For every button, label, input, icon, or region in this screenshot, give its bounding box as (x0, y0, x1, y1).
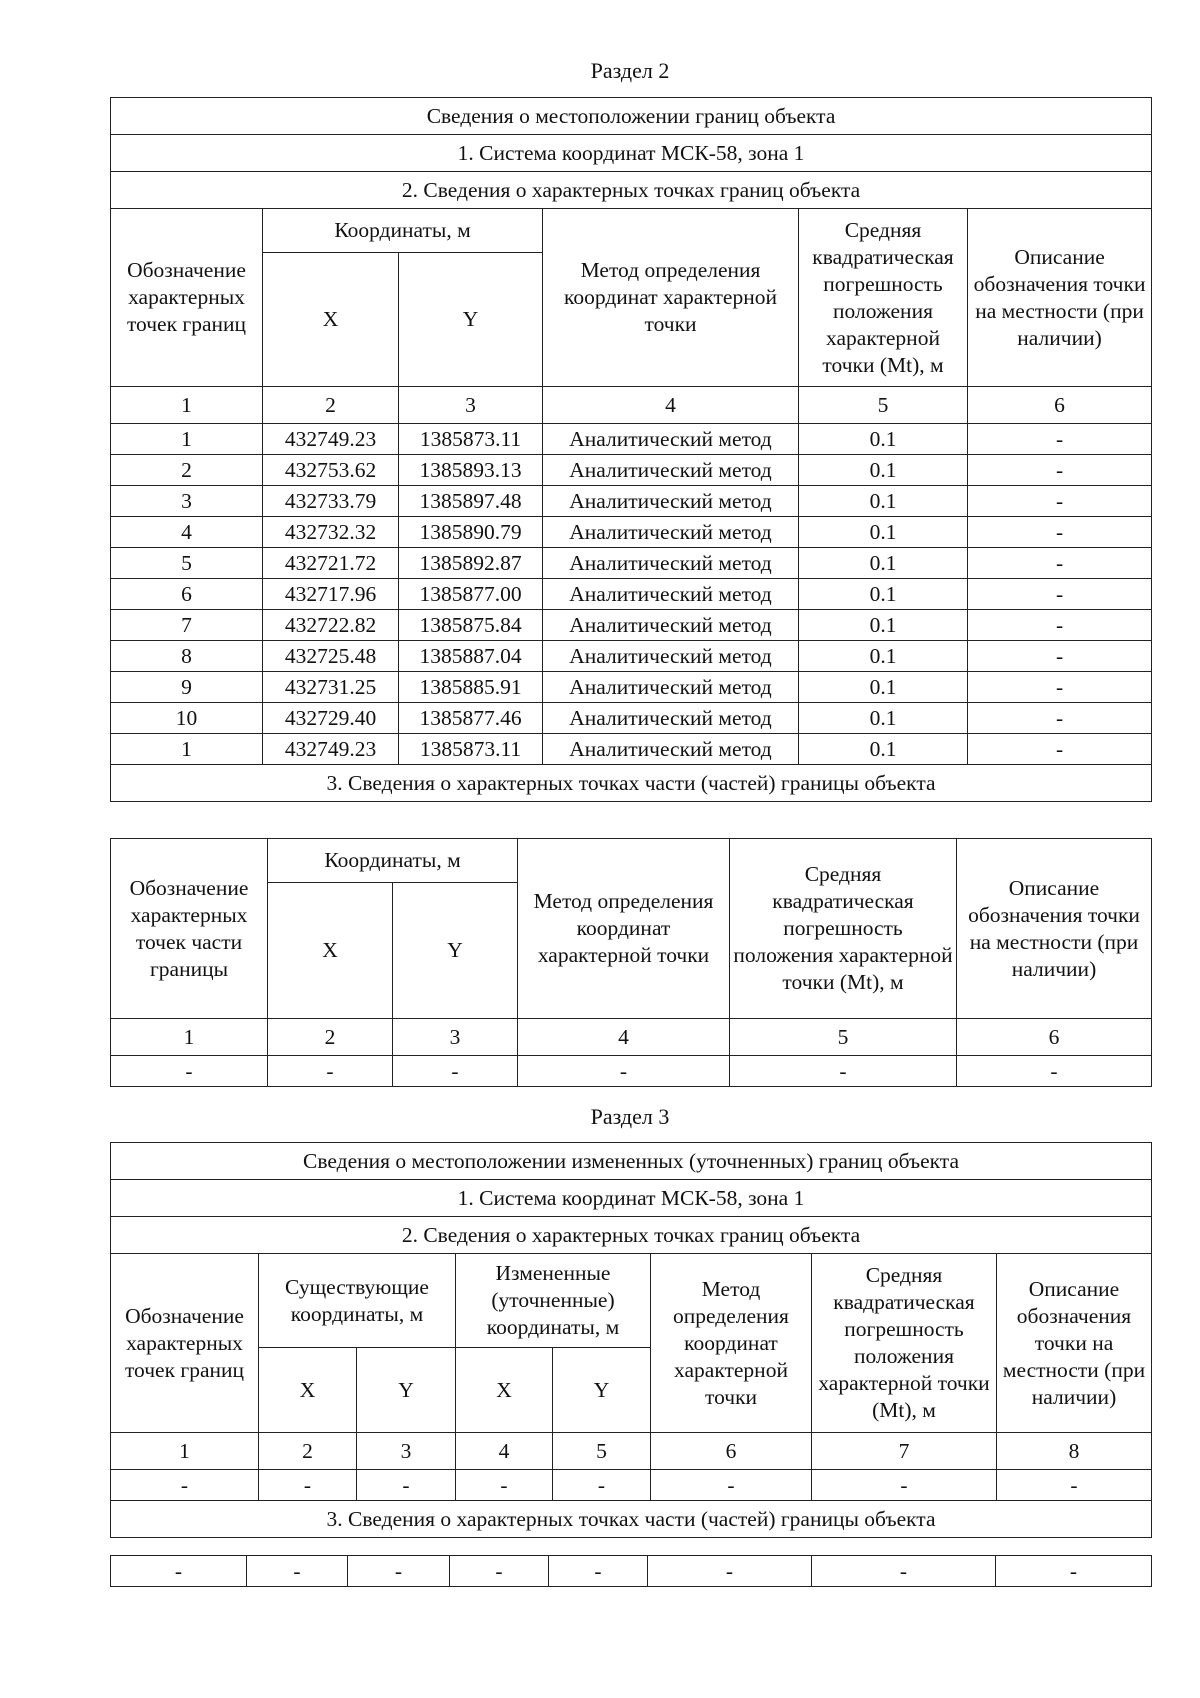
table-cell: Аналитический метод (543, 672, 799, 703)
table-row (111, 579, 1152, 610)
table-cell: 432733.79 (263, 486, 399, 517)
col-number: 2 (268, 1019, 393, 1056)
col-y: Y (357, 1348, 456, 1433)
table-cell: 1385875.84 (399, 610, 543, 641)
section-2-parts-title: 3. Сведения о характерных точках части (частей) границы объекта (111, 765, 1152, 802)
table-cell: 1385893.13 (399, 455, 543, 486)
table-row (111, 486, 1152, 517)
table-cell: - (348, 1556, 450, 1587)
section-2-title: Раздел 2 (590, 58, 670, 83)
table-cell: - (111, 1470, 259, 1501)
col-number: 7 (812, 1433, 997, 1470)
col-x: X (268, 883, 393, 1019)
table-row (111, 734, 1152, 765)
col-number: 5 (730, 1019, 957, 1056)
table-cell: - (968, 672, 1152, 703)
col-x: X (259, 1348, 357, 1433)
table-row (111, 424, 1152, 455)
table-cell: 432731.25 (263, 672, 399, 703)
section-3-coordinate-system: 1. Система координат МСК-58, зона 1 (111, 1180, 1152, 1217)
col-number: 2 (259, 1433, 357, 1470)
table-cell: 432732.32 (263, 517, 399, 548)
section-3-header: Сведения о местоположении измененных (уточненных) границ объекта (111, 1143, 1152, 1180)
col-description: Описание обозначения точки на местности (при наличии) (997, 1254, 1152, 1433)
table-cell: - (518, 1056, 730, 1087)
table-cell: 432721.72 (263, 548, 399, 579)
table-row (111, 703, 1152, 734)
col-number: 8 (997, 1433, 1152, 1470)
table-cell: - (111, 1056, 268, 1087)
table-cell: - (651, 1470, 812, 1501)
table-cell: 0.1 (799, 579, 968, 610)
table-cell: - (247, 1556, 348, 1587)
col-x: X (263, 253, 399, 387)
table-cell: - (549, 1556, 648, 1587)
table-cell: 1385873.11 (399, 734, 543, 765)
table-cell: 432749.23 (263, 734, 399, 765)
table-cell: - (996, 1556, 1152, 1587)
col-number: 4 (543, 387, 799, 424)
table-cell: 1385877.00 (399, 579, 543, 610)
table-cell: 0.1 (799, 734, 968, 765)
table-cell: Аналитический метод (543, 486, 799, 517)
table-cell: 4 (111, 517, 263, 548)
table-cell: - (957, 1056, 1152, 1087)
table-cell: - (968, 610, 1152, 641)
table-row (111, 610, 1152, 641)
table-cell: - (456, 1470, 553, 1501)
col-number: 1 (111, 1433, 259, 1470)
table-cell: 0.1 (799, 424, 968, 455)
table-cell: - (968, 548, 1152, 579)
col-method: Метод определения координат характерной точки (543, 209, 799, 387)
table-cell: 1 (111, 734, 263, 765)
col-changed-coordinates: Измененные (уточненные) координаты, м (456, 1254, 651, 1348)
table-cell: 8 (111, 641, 263, 672)
table-cell: 6 (111, 579, 263, 610)
col-error: Средняя квадратическая погрешность положения характерной точки (Mt), м (812, 1254, 997, 1433)
col-number: 2 (263, 387, 399, 424)
table-cell: 432725.48 (263, 641, 399, 672)
table-cell: - (968, 703, 1152, 734)
table-cell: 1385877.46 (399, 703, 543, 734)
table-cell: - (450, 1556, 549, 1587)
col-number: 6 (651, 1433, 812, 1470)
table-cell: Аналитический метод (543, 517, 799, 548)
table-cell: 432722.82 (263, 610, 399, 641)
table-cell: Аналитический метод (543, 734, 799, 765)
table-cell: - (968, 424, 1152, 455)
col-description: Описание обозначения точки на местности (при наличии) (968, 209, 1152, 387)
table-cell: - (648, 1556, 812, 1587)
table-cell: - (259, 1470, 357, 1501)
section-2-coordinate-system: 1. Система координат МСК-58, зона 1 (111, 135, 1152, 172)
table-cell: - (111, 1556, 247, 1587)
col-method: Метод определения координат характерной точки (518, 839, 730, 1019)
col-y: Y (393, 883, 518, 1019)
section-2-points-title: 2. Сведения о характерных точках границ объекта (111, 172, 1152, 209)
col-designation: Обозначение характерных точек части границы (111, 839, 268, 1019)
table-cell: - (968, 734, 1152, 765)
col-number: 1 (111, 1019, 268, 1056)
table-cell: 0.1 (799, 517, 968, 548)
col-number: 4 (518, 1019, 730, 1056)
col-existing-coordinates: Существующие координаты, м (259, 1254, 456, 1348)
col-coordinates: Координаты, м (263, 209, 543, 253)
section-3-table (110, 1142, 1152, 1538)
table-cell: Аналитический метод (543, 548, 799, 579)
col-y: Y (553, 1348, 651, 1433)
table-cell: - (730, 1056, 957, 1087)
col-error: Средняя квадратическая погрешность положения характерной точки (Mt), м (730, 839, 957, 1019)
col-description: Описание обозначения точки на местности (при наличии) (957, 839, 1152, 1019)
table-cell: 1385892.87 (399, 548, 543, 579)
section-3-parts-title: 3. Сведения о характерных точках части (частей) границы объекта (111, 1501, 1152, 1538)
table-cell: Аналитический метод (543, 579, 799, 610)
table-row (111, 641, 1152, 672)
col-designation: Обозначение характерных точек границ (111, 1254, 259, 1433)
col-number: 5 (799, 387, 968, 424)
table-cell: - (968, 517, 1152, 548)
table-cell: Аналитический метод (543, 610, 799, 641)
table-row (111, 517, 1152, 548)
table-cell: 5 (111, 548, 263, 579)
col-x: X (456, 1348, 553, 1433)
table-cell: 432717.96 (263, 579, 399, 610)
col-method: Метод определения координат характерной точки (651, 1254, 812, 1433)
table-cell: - (393, 1056, 518, 1087)
table-cell: Аналитический метод (543, 455, 799, 486)
table-cell: 9 (111, 672, 263, 703)
table-cell: Аналитический метод (543, 641, 799, 672)
col-designation: Обозначение характерных точек границ (111, 209, 263, 387)
table-cell: 1385885.91 (399, 672, 543, 703)
table-cell: 0.1 (799, 486, 968, 517)
table-cell: - (553, 1470, 651, 1501)
table-cell: 0.1 (799, 610, 968, 641)
col-number: 1 (111, 387, 263, 424)
table-cell: 432729.40 (263, 703, 399, 734)
table-cell: 7 (111, 610, 263, 641)
table-cell: Аналитический метод (543, 424, 799, 455)
col-coordinates: Координаты, м (268, 839, 518, 883)
table-cell: Аналитический метод (543, 703, 799, 734)
table-cell: 2 (111, 455, 263, 486)
table-cell: 0.1 (799, 455, 968, 486)
table-row (111, 455, 1152, 486)
table-cell: 1385897.48 (399, 486, 543, 517)
table-cell: 1385873.11 (399, 424, 543, 455)
table-cell: - (968, 455, 1152, 486)
table-cell: 0.1 (799, 703, 968, 734)
section-3-parts-table (110, 1555, 1152, 1587)
section-3-points-title: 2. Сведения о характерных точках границ объекта (111, 1217, 1152, 1254)
col-number: 3 (393, 1019, 518, 1056)
col-error: Средняя квадратическая погрешность положения характерной точки (Mt), м (799, 209, 968, 387)
table-cell: - (968, 579, 1152, 610)
section-3-title: Раздел 3 (590, 1104, 670, 1129)
table-cell: - (268, 1056, 393, 1087)
table-cell: 0.1 (799, 641, 968, 672)
table-cell: 1 (111, 424, 263, 455)
section-2-parts-table (110, 838, 1152, 1087)
table-cell: - (357, 1470, 456, 1501)
section-2-header: Сведения о местоположении границ объекта (111, 98, 1152, 135)
section-2-table (110, 97, 1152, 802)
table-cell: - (968, 641, 1152, 672)
table-cell: 0.1 (799, 548, 968, 579)
col-number: 6 (957, 1019, 1152, 1056)
col-number: 3 (357, 1433, 456, 1470)
table-cell: 10 (111, 703, 263, 734)
table-cell: 0.1 (799, 672, 968, 703)
table-row (111, 672, 1152, 703)
col-number: 4 (456, 1433, 553, 1470)
table-cell: - (812, 1470, 997, 1501)
col-number: 5 (553, 1433, 651, 1470)
table-cell: 432749.23 (263, 424, 399, 455)
table-cell: - (997, 1470, 1152, 1501)
table-cell: - (812, 1556, 996, 1587)
table-cell: 1385887.04 (399, 641, 543, 672)
col-y: Y (399, 253, 543, 387)
col-number: 6 (968, 387, 1152, 424)
table-cell: 432753.62 (263, 455, 399, 486)
col-number: 3 (399, 387, 543, 424)
table-cell: 3 (111, 486, 263, 517)
table-cell: - (968, 486, 1152, 517)
table-cell: 1385890.79 (399, 517, 543, 548)
table-row (111, 548, 1152, 579)
